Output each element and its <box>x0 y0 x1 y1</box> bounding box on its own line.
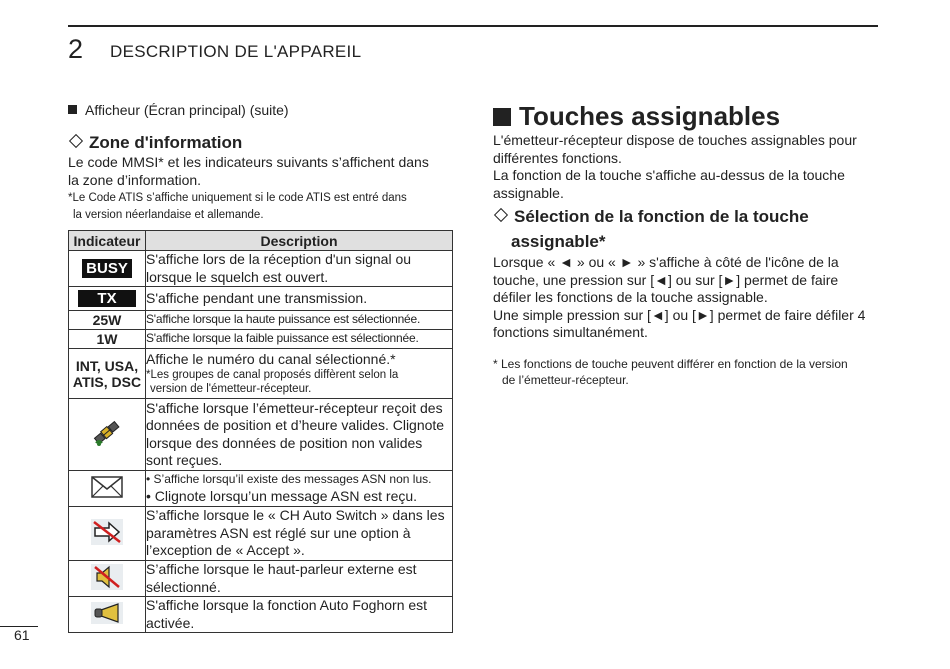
high-power-indicator: 25W <box>69 311 146 330</box>
tx-description: S'affiche pendant une transmission. <box>146 287 453 311</box>
chapter-number: 2 <box>68 34 84 64</box>
right-intro-line-3: La fonction de la touche s'affiche au-dessus de la touche <box>493 167 845 183</box>
channel-group-note-line-1: *Les groupes de canal proposés diffèrent selon la <box>146 369 399 382</box>
message-desc-line-1: • S’affiche lorsqu’il existe des messages ASN non lus. <box>146 472 432 487</box>
gps-description: S'affiche lorsque l’émetteur-récepteur reçoit des données de position et d’heure valides. Clignote lorsque des données de position non valides sont reçues. <box>146 399 453 471</box>
right-note-line-2: de l’émetteur-récepteur. <box>502 372 629 387</box>
speaker-indicator-cell <box>69 561 146 597</box>
square-bullet-icon <box>68 105 77 114</box>
table-row <box>69 597 453 633</box>
table-row <box>69 330 453 349</box>
right-body-line-2: touche, une pression sur [◄] ou sur [►] permet de faire <box>493 271 839 288</box>
foghorn-description: S'affiche lorsque la fonction Auto Foghorn est activée. <box>146 597 453 633</box>
selection-heading-line-2: assignable* <box>511 232 606 251</box>
channel-group-label-line-1: INT, USA, <box>75 357 139 374</box>
right-intro-line-2: différentes fonctions. <box>493 149 622 166</box>
message-description <box>146 471 453 507</box>
gps-indicator-cell <box>69 399 146 471</box>
channel-group-label-line-2: ATIS, DSC <box>72 373 142 390</box>
table-row <box>69 399 453 471</box>
square-bullet-icon <box>493 108 511 126</box>
selection-heading <box>493 204 878 229</box>
table-row <box>69 251 453 287</box>
auto-switch-description: S’affiche lorsque le « CH Auto Switch » dans les paramètres ASN est réglé sur une option à l’exception de « Accept ». <box>146 507 453 561</box>
high-power-description: S'affiche lorsque la haute puissance est sélectionnée. <box>146 311 453 330</box>
low-power-description: S'affiche lorsque la faible puissance est sélectionnée. <box>146 330 453 349</box>
auto-switch-indicator-cell <box>69 507 146 561</box>
right-intro-line-1: L'émetteur-récepteur dispose de touches assignables pour <box>493 132 857 148</box>
indicator-table <box>68 230 453 633</box>
intro-line-1: Le code MMSI* et les indicateurs suivants s’affichent dans <box>68 154 429 170</box>
gps-satellite-icon <box>91 417 123 452</box>
right-body-line-4: Une simple pression sur [◄] ou [►] permet de faire défiler 4 <box>493 306 866 323</box>
zone-information-heading-text: Zone d'information <box>89 133 243 152</box>
section-marker <box>68 102 453 118</box>
message-desc-line-2: • Clignote lorsqu’un message ASN est reçu. <box>146 488 418 505</box>
left-column <box>68 100 453 223</box>
table-header-row <box>69 231 453 251</box>
message-indicator-cell <box>69 471 146 507</box>
channel-group-desc-text: Affiche le numéro du canal sélectionné.* <box>146 350 396 367</box>
right-note-line-1: * Les fonctions de touche peuvent différer en fonction de la version <box>493 356 848 371</box>
diamond-icon <box>494 208 508 222</box>
speaker-description: S’affiche lorsque le haut-parleur externe est sélectionné. <box>146 561 453 597</box>
channel-group-indicator <box>69 349 146 399</box>
intro-line-2: la zone d’information. <box>68 172 202 188</box>
speaker-muted-icon <box>91 564 123 593</box>
top-rule <box>68 25 878 27</box>
table-row <box>69 311 453 330</box>
chapter-title: DESCRIPTION DE L'APPAREIL <box>110 42 362 61</box>
envelope-icon <box>91 476 123 501</box>
auto-switch-icon <box>91 519 123 548</box>
channel-group-note-line-2: version de l'émetteur-récepteur. <box>150 383 312 396</box>
busy-description: S'affiche lors de la réception d'un signal ou lorsque le squelch est ouvert. <box>146 251 453 287</box>
table-row <box>69 471 453 507</box>
atis-note-line-1: *Le Code ATIS s’affiche uniquement si le code ATIS est entré dans <box>68 192 407 204</box>
touches-assignables-heading-text: Touches assignables <box>519 101 781 131</box>
selection-heading-line-1: Sélection de la fonction de la touche <box>514 207 809 226</box>
zone-information-heading <box>68 133 453 153</box>
table-row <box>69 349 453 399</box>
atis-note-line-2: la version néerlandaise et allemande. <box>73 209 264 221</box>
channel-group-description <box>146 349 453 399</box>
table-row <box>69 507 453 561</box>
low-power-indicator: 1W <box>69 330 146 349</box>
busy-indicator: BUSY <box>82 259 132 278</box>
section-marker-text: Afficheur (Écran principal) (suite) <box>85 102 289 118</box>
foghorn-indicator-cell <box>69 597 146 633</box>
tx-indicator-cell <box>69 287 146 311</box>
foghorn-icon <box>91 602 123 627</box>
right-body-line-1: Lorsque « ◄ » ou « ► » s'affiche à côté de l'icône de la <box>493 254 839 270</box>
right-body-line-5: fonctions simultanément. <box>493 324 648 340</box>
page-number: 61 <box>14 627 30 643</box>
column-header-description: Description <box>146 231 453 251</box>
diamond-icon <box>69 134 83 148</box>
touches-assignables-heading <box>493 100 878 132</box>
table-row <box>69 287 453 311</box>
table-row <box>69 561 453 597</box>
right-column <box>493 100 878 388</box>
busy-indicator-cell <box>69 251 146 287</box>
column-header-indicator: Indicateur <box>69 231 146 251</box>
right-body-line-3: défiler les fonctions de la touche assignable. <box>493 289 768 305</box>
right-intro-line-4: assignable. <box>493 184 564 201</box>
tx-indicator: TX <box>78 290 136 307</box>
